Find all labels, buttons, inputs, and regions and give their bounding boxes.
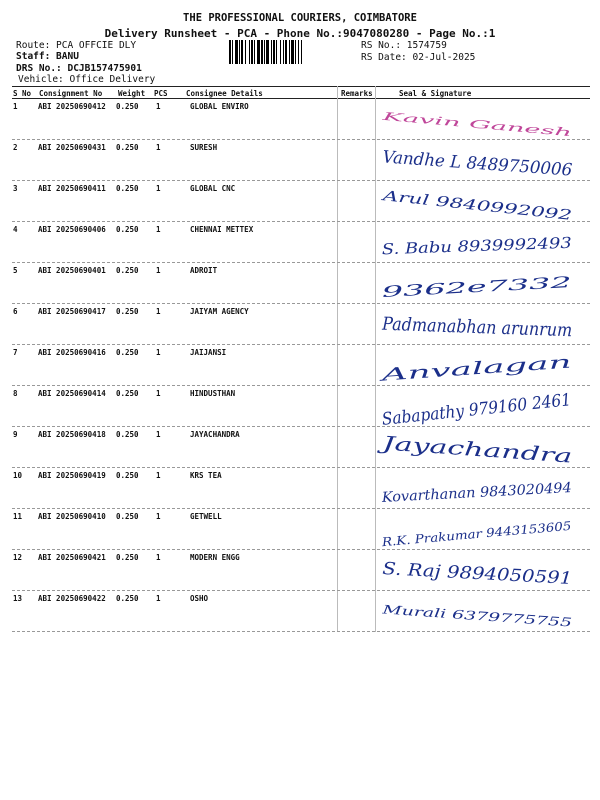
header-top-rule (12, 86, 590, 87)
row-pcs: 1 (156, 389, 161, 398)
row-weight: 0.250 (116, 266, 139, 275)
row-divider (12, 221, 590, 222)
handwritten-signature: Padmanabhan arunrum (381, 313, 598, 343)
staff-label: Staff: BANU (16, 51, 79, 62)
row-weight: 0.250 (116, 102, 139, 111)
row-sno: 10 (13, 471, 23, 480)
row-consignee: JAYACHANDRA (190, 430, 240, 439)
row-divider (12, 139, 590, 140)
row-consignment: ABI 20250690419 (38, 471, 106, 480)
handwritten-signature: S. Babu 8939992493 (381, 234, 541, 259)
row-pcs: 1 (156, 102, 161, 111)
col-weight: Weight (118, 89, 146, 98)
handwritten-signature: Sabapathy 979160 2461 (380, 388, 593, 430)
row-weight: 0.250 (116, 307, 139, 316)
vehicle-label: Vehicle: Office Delivery (18, 74, 156, 85)
col-remarks: Remarks (341, 89, 373, 98)
rs-date: RS Date: 02-Jul-2025 (361, 52, 476, 63)
row-consignment: ABI 20250690421 (38, 553, 106, 562)
row-divider (12, 303, 590, 304)
row-consignment: ABI 20250690418 (38, 430, 106, 439)
header-bottom-rule (12, 98, 590, 99)
row-pcs: 1 (156, 184, 161, 193)
row-weight: 0.250 (116, 553, 139, 562)
row-divider (12, 508, 590, 509)
row-consignment: ABI 20250690410 (38, 512, 106, 521)
company-title: THE PROFESSIONAL COURIERS, COIMBATORE (183, 12, 417, 24)
row-consignment: ABI 20250690414 (38, 389, 106, 398)
col-seal: Seal & Signature (399, 89, 472, 98)
column-divider (375, 86, 376, 632)
row-consignee: JAIJANSI (190, 348, 227, 357)
row-consignee: GETWELL (190, 512, 222, 521)
row-divider (12, 262, 590, 263)
handwritten-signature: Kovarthanan 9843020494 (381, 480, 567, 506)
row-sno: 2 (13, 143, 18, 152)
handwritten-signature: Vandhe L 8489750006 (381, 147, 577, 181)
row-pcs: 1 (156, 430, 161, 439)
row-pcs: 1 (156, 553, 161, 562)
handwritten-signature: S. Raj 9894050591 (381, 559, 547, 588)
row-consignment: ABI 20250690417 (38, 307, 106, 316)
handwritten-signature: Jayachandra (381, 432, 504, 463)
row-pcs: 1 (156, 594, 161, 603)
row-divider (12, 467, 590, 468)
row-sno: 13 (13, 594, 23, 603)
row-sno: 6 (13, 307, 18, 316)
row-pcs: 1 (156, 471, 161, 480)
row-consignment: ABI 20250690412 (38, 102, 106, 111)
drs-label: DRS No.: DCJB157475901 (16, 63, 142, 74)
row-sno: 3 (13, 184, 18, 193)
row-weight: 0.250 (116, 225, 139, 234)
row-sno: 8 (13, 389, 18, 398)
row-pcs: 1 (156, 512, 161, 521)
row-pcs: 1 (156, 225, 161, 234)
row-weight: 0.250 (116, 389, 139, 398)
row-sno: 11 (13, 512, 23, 521)
row-sno: 1 (13, 102, 18, 111)
handwritten-signature: R.K. Prakumar 9443153605 (381, 520, 552, 550)
row-divider (12, 180, 590, 181)
row-sno: 7 (13, 348, 18, 357)
column-divider (337, 86, 338, 632)
row-sno: 9 (13, 430, 18, 439)
handwritten-signature: Arul 9840992092 (382, 188, 507, 217)
row-divider (12, 549, 590, 550)
row-consignee: OSHO (190, 594, 209, 603)
row-consignee: ADROIT (190, 266, 218, 275)
row-weight: 0.250 (116, 430, 139, 439)
barcode (229, 40, 356, 64)
row-consignee: GLOBAL CNC (190, 184, 236, 193)
row-weight: 0.250 (116, 143, 139, 152)
row-divider (12, 590, 590, 591)
row-pcs: 1 (156, 348, 161, 357)
row-consignee: KRS TEA (190, 471, 222, 480)
barcode-bar (302, 40, 303, 64)
row-consignment: ABI 20250690431 (38, 143, 106, 152)
row-sno: 12 (13, 553, 23, 562)
row-pcs: 1 (156, 307, 161, 316)
col-consignment: Consignment No (39, 89, 103, 98)
row-weight: 0.250 (116, 348, 139, 357)
handwritten-signature: 9362e7332 (381, 278, 468, 301)
row-consignee: HINDUSTHAN (190, 389, 236, 398)
row-consignment: ABI 20250690406 (38, 225, 106, 234)
row-sno: 4 (13, 225, 18, 234)
handwritten-signature: Anvalagan (381, 359, 473, 386)
row-divider (12, 426, 590, 427)
row-sno: 5 (13, 266, 18, 275)
rs-number: RS No.: 1574759 (361, 40, 447, 51)
row-weight: 0.250 (116, 471, 139, 480)
row-pcs: 1 (156, 266, 161, 275)
row-pcs: 1 (156, 143, 161, 152)
row-consignment: ABI 20250690416 (38, 348, 106, 357)
route-label: Route: PCA OFFCIE DLY (16, 40, 137, 51)
col-pcs: PCS (154, 89, 168, 98)
col-sno: S No (13, 89, 32, 98)
row-divider (12, 344, 590, 345)
runsheet-subtitle: Delivery Runsheet - PCA - Phone No.:9047080280 - Page No.:1 (104, 27, 496, 40)
row-consignee: CHENNAI METTEX (190, 225, 254, 234)
row-consignee: MODERN ENGG (190, 553, 240, 562)
row-weight: 0.250 (116, 184, 139, 193)
row-weight: 0.250 (116, 594, 139, 603)
row-consignee: JAIYAM AGENCY (190, 307, 249, 316)
handwritten-signature: Murali 6379775755 (382, 602, 504, 625)
col-consignee: Consignee Details (186, 89, 263, 98)
row-divider (12, 385, 590, 386)
handwritten-signature: Kavin Ganesh (382, 109, 460, 130)
row-consignment: ABI 20250690422 (38, 594, 106, 603)
row-divider (12, 631, 590, 632)
row-consignee: SURESH (190, 143, 218, 152)
row-weight: 0.250 (116, 512, 139, 521)
row-consignee: GLOBAL ENVIRO (190, 102, 249, 111)
row-consignment: ABI 20250690401 (38, 266, 106, 275)
row-consignment: ABI 20250690411 (38, 184, 106, 193)
